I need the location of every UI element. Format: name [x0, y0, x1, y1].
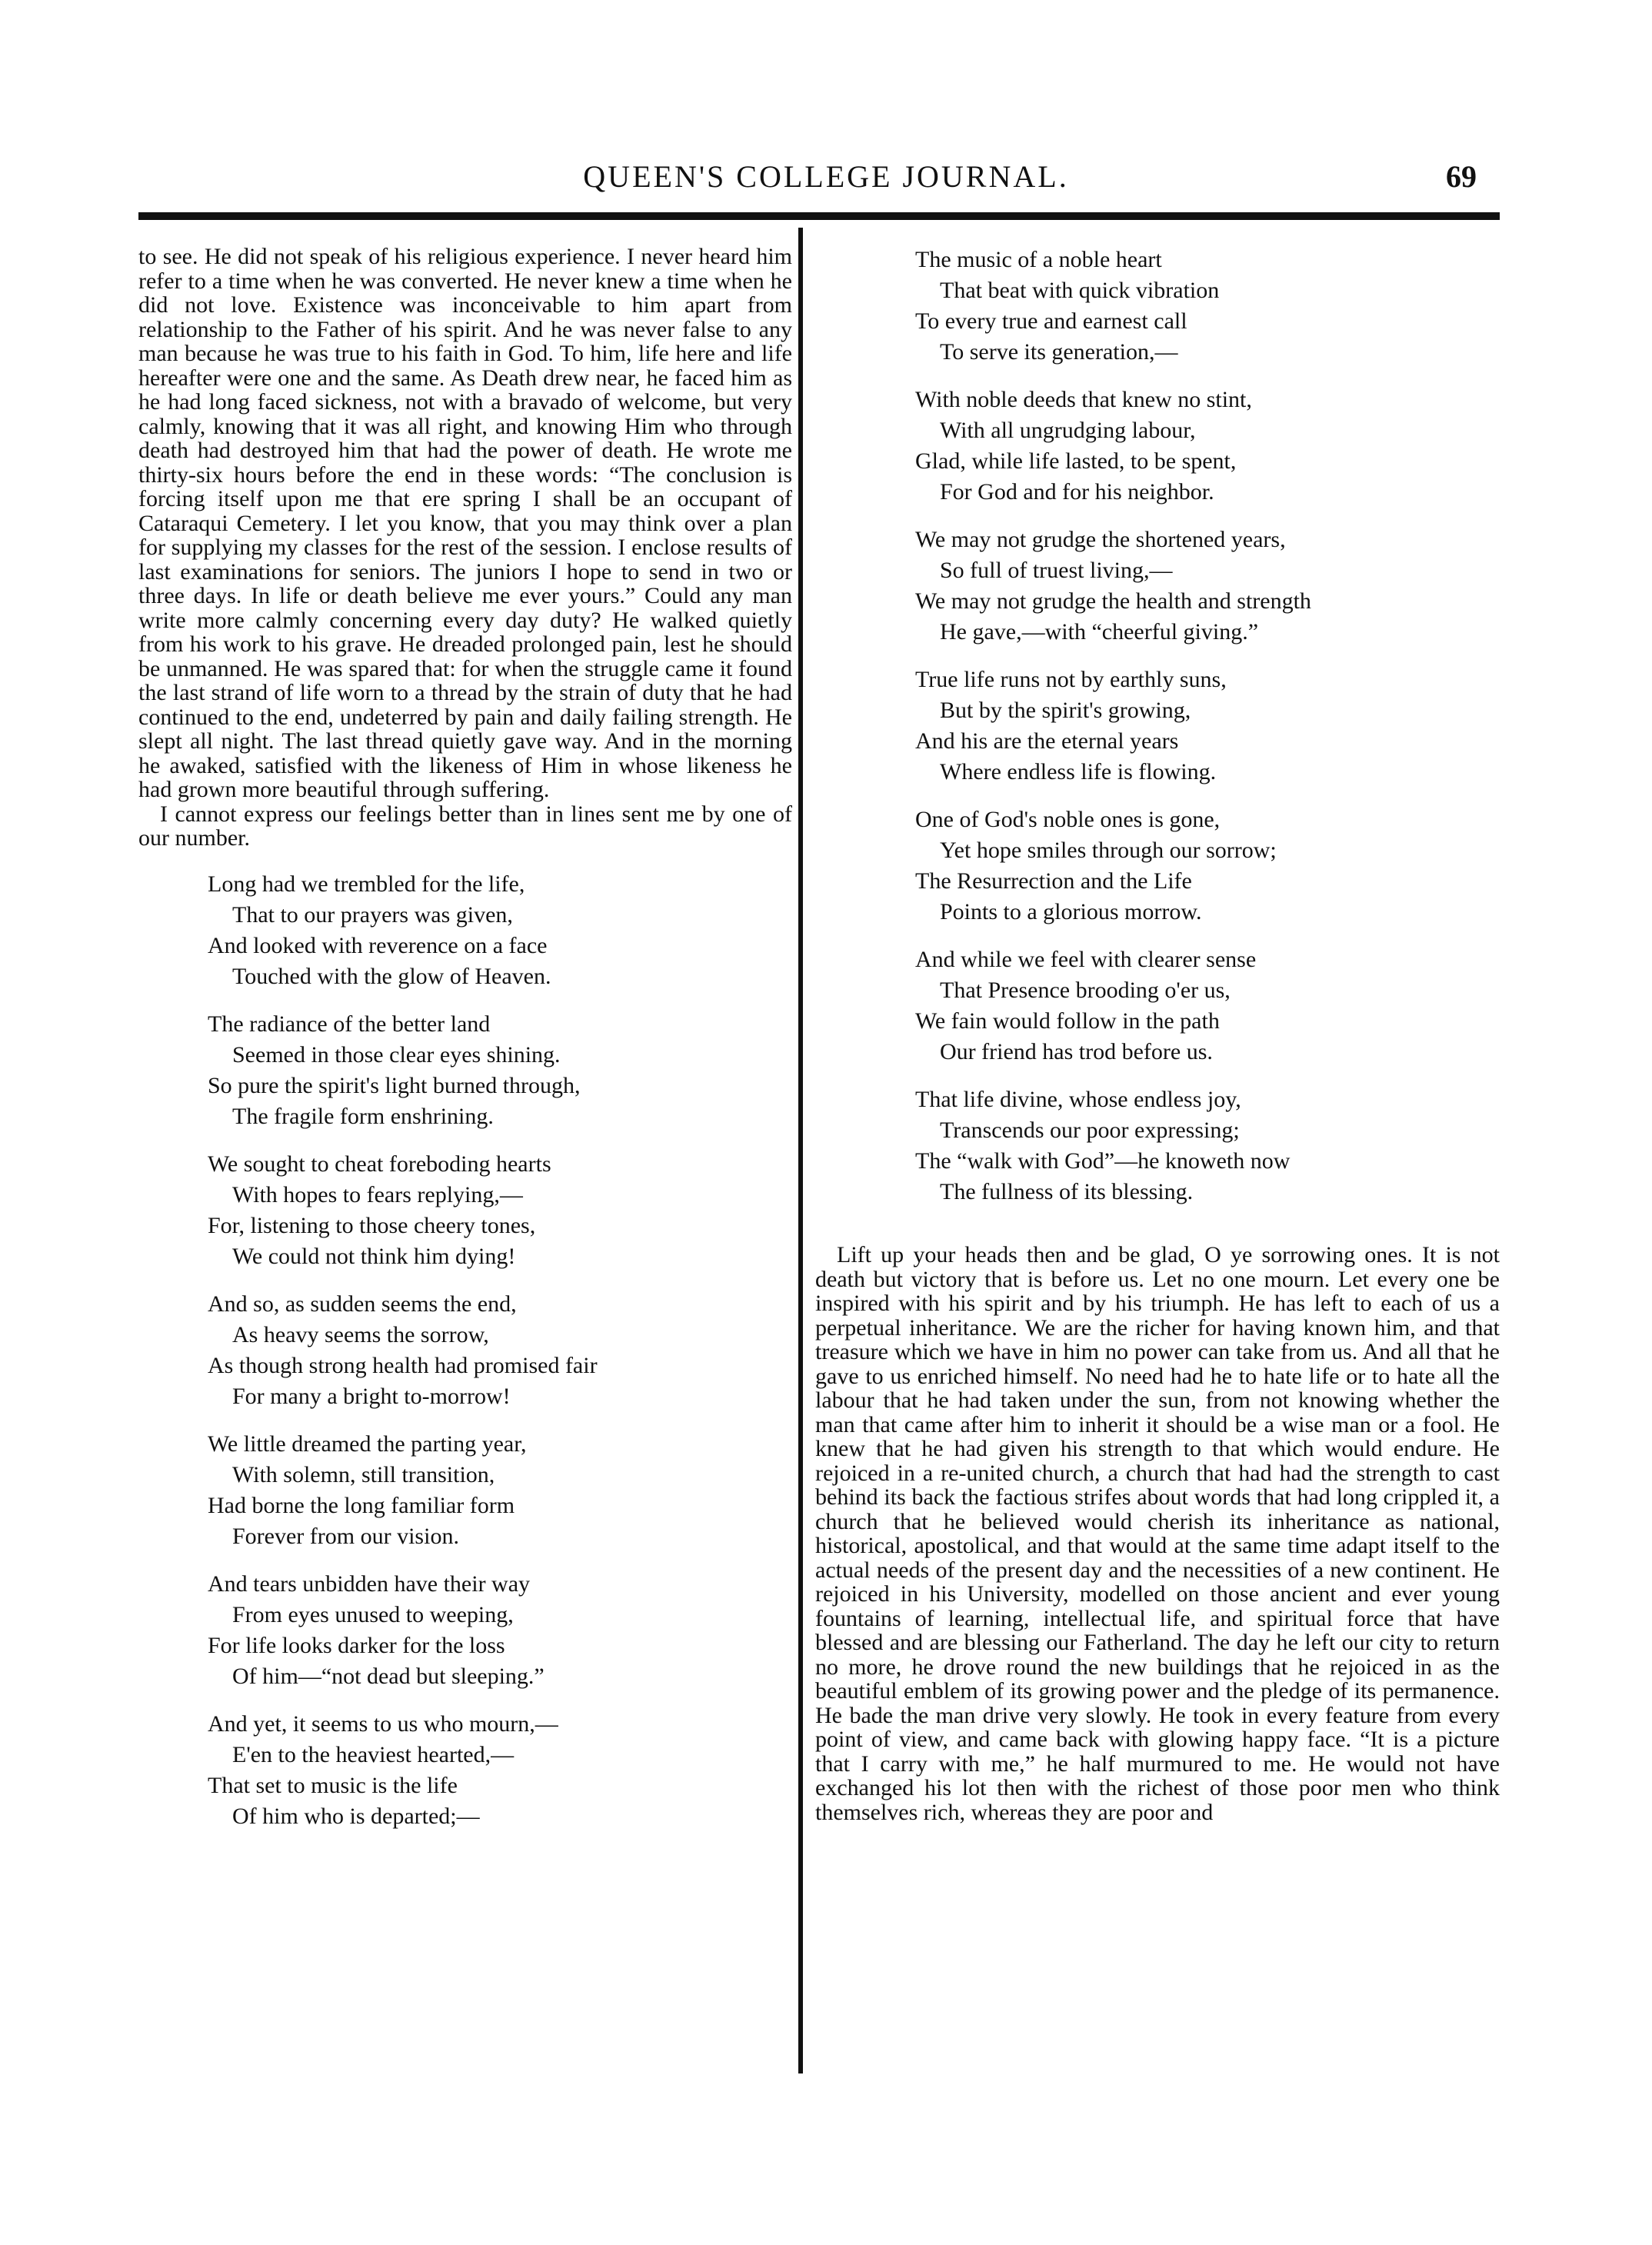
- verse-line: Transcends our poor expressing;: [940, 1118, 1240, 1143]
- stanza: [208, 1009, 792, 1132]
- verse-line: With all ungrudging labour,: [940, 418, 1196, 443]
- verse-line: Our friend has trod before us.: [940, 1039, 1213, 1064]
- paragraph: to see. He did not speak of his religious experience. I never heard him refer to a time when he was converted. He never knew a time when he did not love. Existence was inconceivable to him apart from relationship to the Father of his spirit. And he was never false to any man because he was true to his faith in God. To him, life here and life hereafter were one and the same. As Death drew near, he faced him as he had long faced sickness, not with a bravado of welcome, but very calmly, knowing that it was all right, and knowing Him who through death had destroyed him that had the power of death. He wrote me thirty-six hours before the end in these words: “The conclusion is forcing itself upon me that ere spring I shall be an occupant of Cataraqui Cemetery. I let you know, that you may think over a plan for supplying my classes for the rest of the session. I enclose results of last examinations for seniors. The juniors I hope to send in two or three days. In life or death believe me ever yours.” Could any man write more calmly concerning every day duty? He walked quietly from his work to his grave. He dreaded prolonged pain, lest he should be unmanned. He was spared that: for when the struggle came it found the last strand of life worn to a thread by the strain of duty that he had continued to the end, undeterred by pain and daily failing strength. He slept all night. The last thread quietly gave way. And in the morning he awaked, satisfied with the likeness of Him in whose likeness he had grown more beautiful through suffering.: [138, 244, 792, 802]
- page-number: 69: [1446, 159, 1477, 194]
- verse-line: With noble deeds that knew no stint,: [915, 387, 1252, 412]
- verse-line: We may not grudge the health and strength: [915, 588, 1311, 614]
- verse-line: But by the spirit's growing,: [940, 698, 1191, 723]
- verse-line: The Resurrection and the Life: [915, 868, 1192, 894]
- stanza: [915, 944, 1500, 1068]
- verse-line: So full of truest living,—: [940, 558, 1173, 583]
- verse-line: Glad, while life lasted, to be spent,: [915, 448, 1237, 474]
- verse-line: And yet, it seems to us who mourn,—: [208, 1710, 558, 1737]
- verse-line: Had borne the long familiar form: [208, 1492, 515, 1518]
- verse-line: Long had we trembled for the life,: [208, 871, 525, 897]
- stanza: [915, 245, 1500, 368]
- verse-line: With hopes to fears replying,—: [232, 1181, 523, 1207]
- verse-line: To every true and earnest call: [915, 308, 1187, 334]
- paragraph: Lift up your heads then and be glad, O ye sorrowing ones. It is not death but victory that is before us. Let no one mourn. Let every one be inspired with his spirit and by his triumph. He has left to each of us a perpetual inheritance. We are the richer for having known him, and that treasure which we have in him no power can take from us. And all that he gave to us enriched himself. No need had he to hate life or to hate all the labour that he had taken under the sun, from not knowing whether the man that came after him to inherit it should be a wise man or a fool. He knew that he had given his strength to that which would endure. He rejoiced in a re-united church, a church that had had the strength to cast behind its back the factious strifes about words that had long crippled it, a church that he believed would cherish its inheritance as national, historical, apostolical, and that would at the same time adapt itself to the actual needs of the present day and the necessities of a new continent. He rejoiced in his University, modelled on those ancient and ever young fountains of learning, intellectual life, and spiritual force that have blessed and are blessing our Fatherland. The day he left our city to return no more, he drove round the new buildings that he rejoiced in as the beautiful emblem of its growing power and the pledge of its permanence. He bade the man drive very slowly. He took in every feature from every point of view, and came back with glowing happy face. “It is a picture that I carry with me,” he half murmured to me. He would not have exchanged his lot then with the richest of those poor men who think themselves rich, whereas they are poor and: [815, 1242, 1500, 1825]
- column-divider: [798, 228, 803, 2073]
- verse-line: Yet hope smiles through our sorrow;: [940, 838, 1277, 863]
- stanza: [208, 1429, 792, 1552]
- verse-line: The radiance of the better land: [208, 1011, 491, 1037]
- stanza: [915, 804, 1500, 928]
- verse-line: Touched with the glow of Heaven.: [232, 963, 551, 989]
- stanza: [208, 869, 792, 992]
- stanza: [915, 1084, 1500, 1207]
- verse-line: We sought to cheat foreboding hearts: [208, 1151, 551, 1177]
- verse-line: That set to music is the life: [208, 1772, 458, 1798]
- left-column: [138, 245, 792, 1849]
- verse-line: And looked with reverence on a face: [208, 932, 548, 958]
- verse-line: For many a bright to-morrow!: [232, 1383, 511, 1409]
- verse-line: So pure the spirit's light burned through,: [208, 1072, 581, 1098]
- verse-line: True life runs not by earthly suns,: [915, 667, 1227, 692]
- verse-line: For God and for his neighbor.: [940, 479, 1214, 505]
- page-title: QUEEN'S COLLEGE JOURNAL.: [583, 159, 1069, 194]
- verse-line: The music of a noble heart: [915, 247, 1162, 272]
- right-prose: [815, 1243, 1500, 1824]
- verse-line: That to our prayers was given,: [232, 901, 513, 928]
- verse-line: Of him who is departed;—: [232, 1803, 480, 1829]
- verse-line: And his are the eternal years: [915, 728, 1179, 754]
- left-prose: [138, 245, 792, 851]
- verse-line: As heavy seems the sorrow,: [232, 1321, 489, 1347]
- verse-line: The “walk with God”—he knoweth now: [915, 1148, 1291, 1174]
- verse-line: We may not grudge the shortened years,: [915, 527, 1286, 552]
- verse-line: We fain would follow in the path: [915, 1008, 1220, 1034]
- stanza: [915, 525, 1500, 648]
- stanza: [208, 1149, 792, 1272]
- poem-left: [208, 869, 792, 1832]
- verse-line: That beat with quick vibration: [940, 278, 1220, 303]
- verse-line: The fullness of its blessing.: [940, 1179, 1194, 1204]
- verse-line: With solemn, still transition,: [232, 1461, 495, 1487]
- stanza: [208, 1569, 792, 1692]
- verse-line: From eyes unused to weeping,: [232, 1601, 514, 1627]
- verse-line: He gave,—with “cheerful giving.”: [940, 619, 1259, 645]
- verse-line: That Presence brooding o'er us,: [940, 978, 1231, 1003]
- verse-line: And tears unbidden have their way: [208, 1571, 531, 1597]
- verse-line: For life looks darker for the loss: [208, 1632, 505, 1658]
- verse-line: We could not think him dying!: [232, 1243, 516, 1269]
- verse-line: Where endless life is flowing.: [940, 759, 1217, 784]
- right-column: [815, 245, 1500, 1824]
- stanza: [208, 1709, 792, 1832]
- verse-line: And while we feel with clearer sense: [915, 947, 1257, 972]
- verse-line: And so, as sudden seems the end,: [208, 1291, 517, 1317]
- verse-line: As though strong health had promised fair: [208, 1352, 598, 1378]
- stanza: [915, 665, 1500, 788]
- verse-line: E'en to the heaviest hearted,—: [232, 1741, 515, 1767]
- poem-right: [915, 245, 1500, 1207]
- paragraph: I cannot express our feelings better than in lines sent me by one of our number.: [138, 801, 792, 851]
- verse-line: Points to a glorious morrow.: [940, 899, 1202, 924]
- stanza: [915, 385, 1500, 508]
- verse-line: For, listening to those cheery tones,: [208, 1212, 536, 1238]
- header-rule: [138, 212, 1500, 220]
- verse-line: That life divine, whose endless joy,: [915, 1087, 1241, 1112]
- verse-line: One of God's noble ones is gone,: [915, 807, 1221, 832]
- verse-line: Forever from our vision.: [232, 1523, 459, 1549]
- verse-line: Of him—“not dead but sleeping.”: [232, 1663, 545, 1689]
- verse-line: The fragile form enshrining.: [232, 1103, 494, 1129]
- stanza: [208, 1289, 792, 1412]
- verse-line: We little dreamed the parting year,: [208, 1431, 527, 1457]
- verse-line: Seemed in those clear eyes shining.: [232, 1041, 561, 1068]
- verse-line: To serve its generation,—: [940, 339, 1178, 365]
